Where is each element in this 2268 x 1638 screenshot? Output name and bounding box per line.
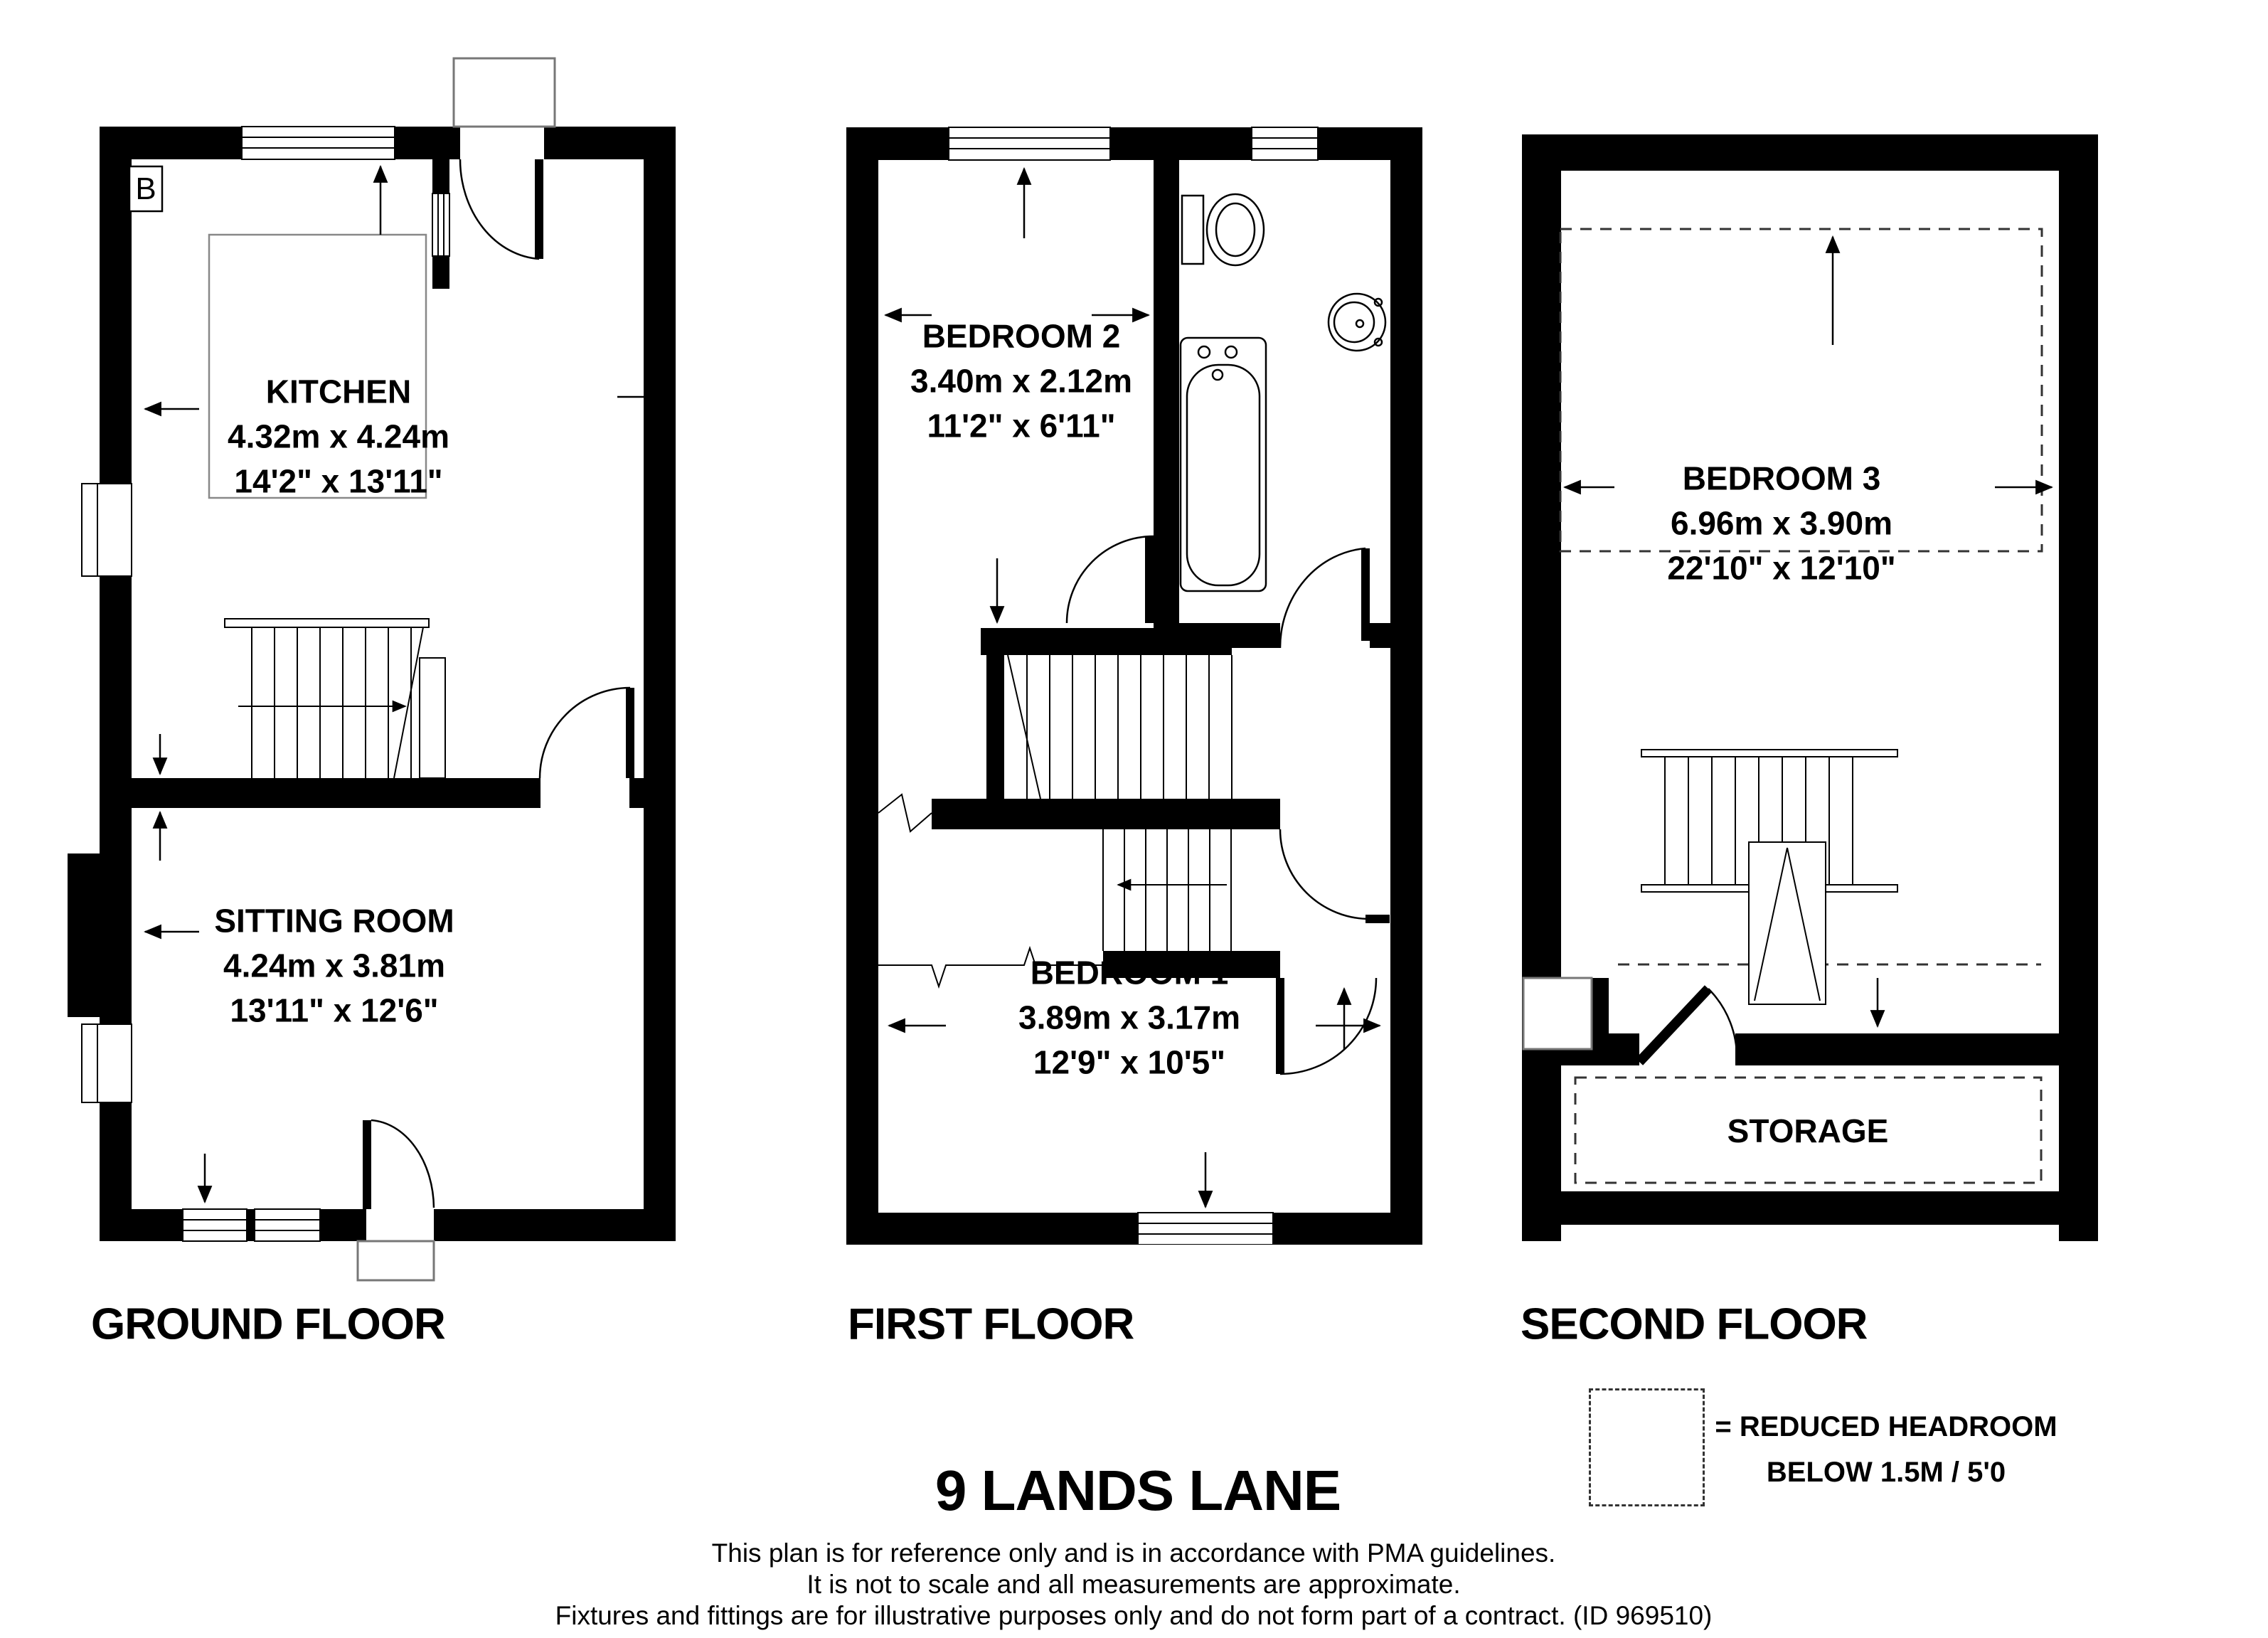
room-label-kitchen (228, 370, 449, 504)
ground-dimension-arrows (145, 166, 670, 1202)
ground-walls (68, 127, 676, 1241)
ground-windows (82, 127, 449, 1241)
kitchen-name: KITCHEN (265, 373, 412, 410)
ground-doors (363, 159, 634, 1209)
legend-line2: BELOW 1.5M / 5'0 (1766, 1457, 2006, 1488)
second-stairs (1641, 750, 1897, 1004)
boiler-label: B (135, 171, 156, 206)
rear-porch (358, 1241, 434, 1280)
room-label-sitting-room (214, 899, 454, 1033)
bedroom2-name: BEDROOM 2 (922, 317, 1121, 355)
bedroom2-imperial: 11'2" x 6'11" (927, 407, 1116, 445)
bedroom1-name: BEDROOM 1 (1030, 954, 1229, 991)
sitting-room-metric: 4.24m x 3.81m (223, 947, 446, 984)
room-label-bedroom3 (1667, 457, 1895, 591)
legend-line1: = REDUCED HEADROOM (1715, 1411, 2057, 1442)
caption-first-floor: FIRST FLOOR (848, 1299, 1134, 1349)
bedroom2-metric: 3.40m x 2.12m (910, 362, 1133, 400)
disclaimer (555, 1538, 1713, 1632)
legend-reduced-headroom-text (1715, 1404, 2057, 1495)
room-label-bedroom1 (1018, 951, 1240, 1085)
disclaimer-line1: This plan is for reference only and is in accordance with PMA guidelines. (711, 1538, 1556, 1568)
bedroom3-name: BEDROOM 3 (1682, 459, 1881, 497)
caption-ground-floor: GROUND FLOOR (91, 1299, 445, 1349)
room-label-storage: STORAGE (1727, 1112, 1889, 1149)
kitchen-imperial: 14'2" x 13'11" (234, 462, 443, 500)
sitting-room-imperial: 13'11" x 12'6" (230, 991, 439, 1029)
disclaimer-line3: Fixtures and fittings are for illustrative purposes only and do not form part of a contract. (ID 969510) (555, 1601, 1713, 1630)
second-doors (1639, 989, 1737, 1062)
caption-second-floor: SECOND FLOOR (1521, 1299, 1868, 1349)
wall-recess (1523, 978, 1592, 1049)
second-walls (1522, 134, 2098, 1241)
legend-reduced-headroom-swatch (1589, 1388, 1705, 1506)
kitchen-metric: 4.32m x 4.24m (227, 418, 450, 455)
room-label-bedroom2 (910, 314, 1132, 449)
front-porch (454, 58, 555, 127)
bedroom1-imperial: 12'9" x 10'5" (1033, 1043, 1226, 1081)
page-title: 9 LANDS LANE (935, 1459, 1341, 1522)
bedroom3-imperial: 22'10" x 12'10" (1667, 549, 1896, 587)
bedroom3-metric: 6.96m x 3.90m (1670, 504, 1892, 542)
sitting-room-name: SITTING ROOM (214, 902, 454, 940)
toilet (1182, 194, 1264, 265)
bathtub (1181, 338, 1266, 591)
ground-floor-plan (64, 50, 711, 1312)
ground-stairs (225, 619, 445, 778)
sink (1329, 294, 1385, 351)
disclaimer-line2: It is not to scale and all measurements are approximate. (806, 1570, 1461, 1599)
second-floor-plan (1522, 132, 2098, 1241)
bedroom1-metric: 3.89m x 3.17m (1018, 999, 1241, 1036)
